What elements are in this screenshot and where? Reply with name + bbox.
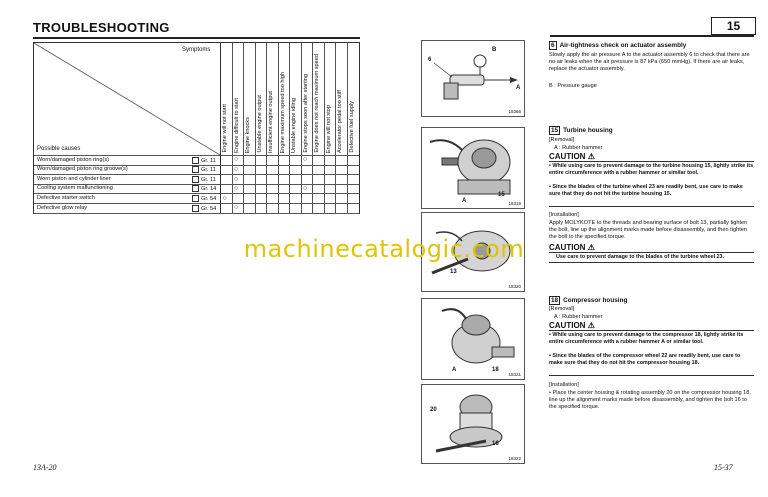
cause-symptom-mark: ○ (222, 194, 227, 202)
warning-icon: ⚠ (587, 152, 595, 161)
symptom-column (255, 43, 265, 213)
symptom-label: Unstable engine idling (291, 97, 297, 153)
book-icon (192, 205, 199, 212)
symptom-column (324, 43, 334, 213)
section-18-caution (549, 321, 595, 330)
symptom-label: Engine maximum speed too high (279, 71, 286, 153)
section-18-installation-label: [Installation] (549, 382, 579, 388)
symptom-column (220, 43, 230, 213)
symptom-column (335, 43, 345, 213)
section-18-id: 18 (551, 297, 559, 304)
section-18-title: Compressor housing (563, 297, 628, 304)
symptoms-label: Symptoms (182, 47, 211, 53)
section-15-caution (549, 152, 595, 161)
figure-compressor-removal (421, 298, 525, 380)
cause-reference (192, 205, 216, 212)
section-6-title: Air-tightness check on actuator assembly (559, 42, 687, 49)
book-icon (192, 176, 199, 183)
book-icon (192, 195, 199, 202)
symptom-label: Defective fuel supply (348, 101, 355, 153)
cause-reference (192, 157, 216, 164)
cause-symptom-mark: ○ (234, 165, 239, 173)
figure-turbine-housing-removal (421, 127, 525, 209)
symptom-label: Insufficient engine output (268, 90, 274, 153)
symptom-column (347, 43, 357, 213)
symptom-label: Unstable engine output (256, 95, 263, 153)
fig4-label-18: 18 (492, 367, 499, 373)
section-6-legend: B : Pressure gauge (549, 83, 597, 89)
caution-rule (549, 161, 754, 162)
cause-name: Defective glow relay (37, 204, 88, 211)
cause-name: Worn/damaged piston ring(s) (37, 156, 110, 163)
fig3-number: 18320 (508, 284, 521, 289)
symptom-column (266, 43, 276, 213)
cause-reference (192, 176, 216, 183)
fig5-number: 18322 (508, 456, 521, 461)
group-ref: Gr. 11 (201, 176, 216, 183)
fig2-label-15: 15 (498, 192, 505, 198)
section-15-caution-2: • Since the blades of the turbine wheel 23 are readily bent, use care to make sure that they do not hit the turbine housing 15. (549, 184, 743, 197)
fig4-number: 18321 (508, 372, 521, 377)
title-rule (33, 37, 360, 39)
symptom-column (278, 43, 288, 213)
section-6-heading (549, 41, 686, 50)
cause-symptom-mark: ○ (234, 175, 239, 183)
right-page-footer: 15-37 (714, 463, 733, 472)
section-6-body: Slowly apply the air pressure A to the actuator assembly 6 to check that there are no air leaks when the air pressure is 87 kPa (650 mmHg). If there are air leaks, replace the actuator assembly. (549, 52, 750, 72)
symptom-label: Engine does not reach maximum speed (314, 54, 320, 153)
caution-label: CAUTION (549, 321, 586, 330)
fig1-number: 18366 (508, 109, 521, 114)
cause-reference (192, 166, 216, 173)
compressor-illustration (422, 299, 526, 381)
section-15-caution-1: • While using care to prevent damage to the turbine housing 15, lightly strike its entire circumference with a rubber hammer or similar tool. (549, 163, 754, 176)
fig1-label-b: B (492, 47, 497, 53)
section-15-title: Turbine housing (563, 127, 613, 134)
symptom-column (289, 43, 299, 213)
cause-name: Defective starter switch (37, 194, 95, 201)
fig1-label-a: A (516, 85, 521, 91)
group-ref: Gr. 54 (201, 195, 217, 202)
symptom-label: Accelerator pedal too stiff (337, 89, 343, 153)
column-separator (220, 43, 221, 213)
section-18-caution-2: • Since the blades of the compressor wheel 22 are readily bent, use care to make sure that they do not hit the compressor housing 18. (549, 353, 741, 366)
fig2-label-a: A (462, 198, 467, 204)
fig3-label-13: 13 (450, 269, 457, 275)
fig1-label-6: 6 (428, 57, 432, 63)
cause-name: Cooling system malfunctioning (37, 185, 113, 192)
symptom-label: Engine stops soon after starting (302, 74, 309, 153)
cause-symptom-mark: ○ (303, 185, 308, 193)
caution-rule (549, 375, 754, 376)
fig5-label-20: 20 (430, 407, 437, 413)
left-page-footer: 13A-20 (33, 463, 57, 472)
symptom-label: Engine will not stop (325, 104, 332, 153)
section-15-installation: Apply MOLYKOTE to the threads and bearing surface of bolt 13, partially tighten the bolt, line up the alignment marks made before disassembly, and then tighten the bolt to the specified torque. (549, 220, 748, 240)
possible-causes-label: Possible causes (37, 146, 81, 152)
cause-symptom-mark: ○ (303, 156, 308, 164)
header-rule (550, 35, 754, 37)
troubleshooting-table (33, 42, 360, 214)
watermark: machinecatalogic.com (243, 235, 525, 263)
caution-label: CAUTION (549, 152, 586, 161)
page-number-box: 15 (711, 17, 756, 35)
cause-symptom-mark: ○ (234, 185, 239, 193)
row-divider (34, 213, 359, 214)
group-ref: Gr. 11 (201, 167, 216, 174)
warning-icon: ⚠ (587, 321, 595, 330)
cause-name: Worn piston and cylinder liner (37, 175, 111, 182)
caution-rule (549, 206, 754, 207)
symptom-label: Engine will not start (222, 104, 228, 153)
book-icon (192, 157, 199, 164)
table-diagonal (34, 43, 220, 155)
section-15-heading (549, 126, 613, 135)
section-15-removal-label: [Removal] (549, 137, 575, 143)
caution-label: CAUTION (549, 243, 586, 252)
fig5-label-16: 16 (492, 441, 499, 447)
cause-symptom-mark: ○ (234, 156, 239, 164)
symptom-column (243, 43, 253, 213)
figure-actuator-check (421, 40, 525, 117)
symptom-label: Engine difficult to start (233, 98, 240, 153)
cause-reference (192, 195, 216, 202)
group-ref: Gr. 11 (201, 157, 216, 164)
caution-rule (549, 330, 754, 331)
center-housing-illustration (422, 385, 526, 465)
cause-name: Worn/damaged piston ring groove(s) (37, 166, 128, 173)
section-18-tool: A : Rubber hammer (554, 314, 603, 320)
section-18-caution-1: • While using care to prevent damage to the compressor 18, lightly strike its entire circumference with a rubber hammer A or similar tool. (549, 332, 744, 345)
page-title: TROUBLESHOOTING (33, 20, 170, 35)
book-icon (192, 166, 199, 173)
group-ref: Gr. 14 (201, 186, 217, 193)
cause-symptom-mark: ○ (234, 204, 239, 212)
section-18-removal-label: [Removal] (549, 306, 575, 312)
group-ref: Gr. 54 (201, 205, 217, 212)
section-18-installation: • Place the center housing & rotating assembly 20 on the compressor housing 18, line up the alignment marks made before disassembly, and tighten the bolt 16 to the specified torque. (549, 390, 751, 410)
warning-icon: ⚠ (587, 243, 595, 252)
fig4-label-a: A (452, 367, 457, 373)
section-15-caution-turbine: Use care to prevent damage to the blades of the turbine wheel 23. (556, 254, 725, 260)
section-15-installation-label: [Installation] (549, 212, 579, 218)
actuator-illustration (422, 41, 526, 118)
section-15-id: 15 (551, 127, 559, 134)
symptom-column (312, 43, 322, 213)
fig2-number: 18319 (508, 201, 521, 206)
section-18-heading (549, 296, 627, 305)
figure-compressor-installation (421, 384, 525, 464)
symptom-label: Engine knocks (245, 116, 251, 153)
book-icon (192, 185, 199, 192)
section-6-id: 6 (551, 42, 555, 49)
turbine-housing-illustration (422, 128, 526, 210)
cause-reference (192, 185, 216, 192)
section-15-tool: A : Rubber hammer (554, 145, 603, 151)
